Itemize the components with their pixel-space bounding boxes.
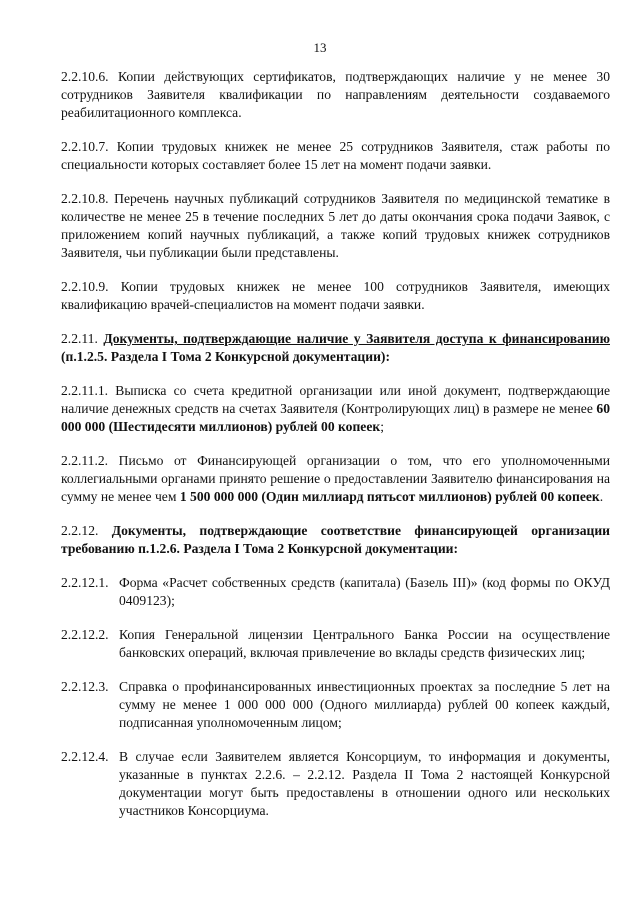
clause-number: 2.2.10.9. xyxy=(61,279,109,294)
clause-text: Форма «Расчет собственных средств (капитала) (Базель III)» (код формы по ОКУД 0409123); xyxy=(119,575,610,608)
clause-text: Копии трудовых книжек не менее 100 сотрудников Заявителя, имеющих квалификацию врачей-специалистов на момент подачи заявки. xyxy=(61,279,610,312)
section-number: 2.2.11. xyxy=(61,331,98,346)
paragraph-2-2-11-2 xyxy=(61,452,610,506)
clause-amount: 60 000 000 (Шестидесяти миллионов) рублей 00 копеек xyxy=(61,401,610,434)
clause-text: Выписка со счета кредитной организации или иной документ, подтверждающие наличие денежных средств на счетах Заявителя (Контролирующих лиц) в размере не менее xyxy=(61,383,610,416)
clause-number: 2.2.10.6. xyxy=(61,69,109,84)
clause-number: 2.2.12.2. xyxy=(61,627,109,642)
clause-text: Копия Генеральной лицензии Центрального Банка России на осуществление банковских операций, включая привлечение во вклады средств физических лиц; xyxy=(119,627,610,660)
section-title-underlined: Документы, подтверждающие наличие у Заявителя доступа к финансированию xyxy=(103,331,610,346)
section-title: Документы, подтверждающие соответствие финансирующей организации требованию п.1.2.6. Раздела I Тома 2 Конкурсной документации: xyxy=(61,523,610,556)
clause-text: Копии действующих сертификатов, подтверждающих наличие у не менее 30 сотрудников Заявителя квалификации по направлениям деятельности создаваемого реабилитационного комплекса. xyxy=(61,69,611,120)
paragraph-2-2-10-8 xyxy=(61,190,610,262)
clause-tail: . xyxy=(599,489,604,504)
clause-text: В случае если Заявителем является Консорциум, то информация и документы, указанные в пунктах 2.2.6. – 2.2.12. Раздела II Тома 2 настоящей Конкурсной документации могут быть предоставлены в отношении одного или нескольких участников Консорциума. xyxy=(119,749,610,818)
paragraph-2-2-12-4 xyxy=(61,748,610,820)
document-body xyxy=(61,68,610,836)
clause-number: 2.2.12.3. xyxy=(61,679,109,694)
section-title-reference: (п.1.2.5. Раздела I Тома 2 Конкурсной документации): xyxy=(61,349,390,364)
clause-text: Копии трудовых книжек не менее 25 сотрудников Заявителя, стаж работы по специальности которых составляет более 15 лет на момент подачи заявки. xyxy=(61,139,610,172)
clause-text: Справка о профинансированных инвестиционных проектах за последние 5 лет на сумму не менее 1 000 000 000 (Одного миллиарда) рублей 00 копеек каждый, подписанная уполномоченным лицом; xyxy=(119,679,610,730)
paragraph-2-2-11-1 xyxy=(61,382,610,436)
paragraph-2-2-10-9 xyxy=(61,278,610,314)
clause-tail: ; xyxy=(380,419,384,434)
paragraph-2-2-12-1 xyxy=(61,574,610,610)
clause-number: 2.2.11.2. xyxy=(61,453,109,468)
clause-text: Письмо от Финансирующей организации о том, что его уполномоченными коллегиальными органами принято решение о предоставлении Заявителю финансирования на сумму не менее чем xyxy=(61,453,610,504)
paragraph-2-2-12-2 xyxy=(61,626,610,662)
clause-text: Перечень научных публикаций сотрудников Заявителя по медицинской тематике в количестве не менее 25 в течение последних 5 лет до даты окончания срока подачи Заявок, с приложением копий научных публикаций, а также копий трудовых книжек сотрудников Заявителя, чьи публикации были представлены. xyxy=(61,191,610,260)
clause-number: 2.2.10.7. xyxy=(61,139,109,154)
paragraph-2-2-10-7 xyxy=(61,138,610,174)
paragraph-2-2-10-6 xyxy=(61,68,610,122)
clause-number: 2.2.12.1. xyxy=(61,575,109,590)
clause-amount: 1 500 000 000 (Один миллиард пятьсот миллионов) рублей 00 копеек xyxy=(179,489,600,504)
clause-number: 2.2.11.1. xyxy=(61,383,109,398)
clause-number: 2.2.10.8. xyxy=(61,191,109,206)
clause-number: 2.2.12.4. xyxy=(61,749,109,764)
section-heading-2-2-11 xyxy=(61,330,610,366)
section-heading-2-2-12 xyxy=(61,522,610,558)
page-number: 13 xyxy=(313,40,327,55)
section-number: 2.2.12. xyxy=(61,523,99,538)
paragraph-2-2-12-3 xyxy=(61,678,610,732)
